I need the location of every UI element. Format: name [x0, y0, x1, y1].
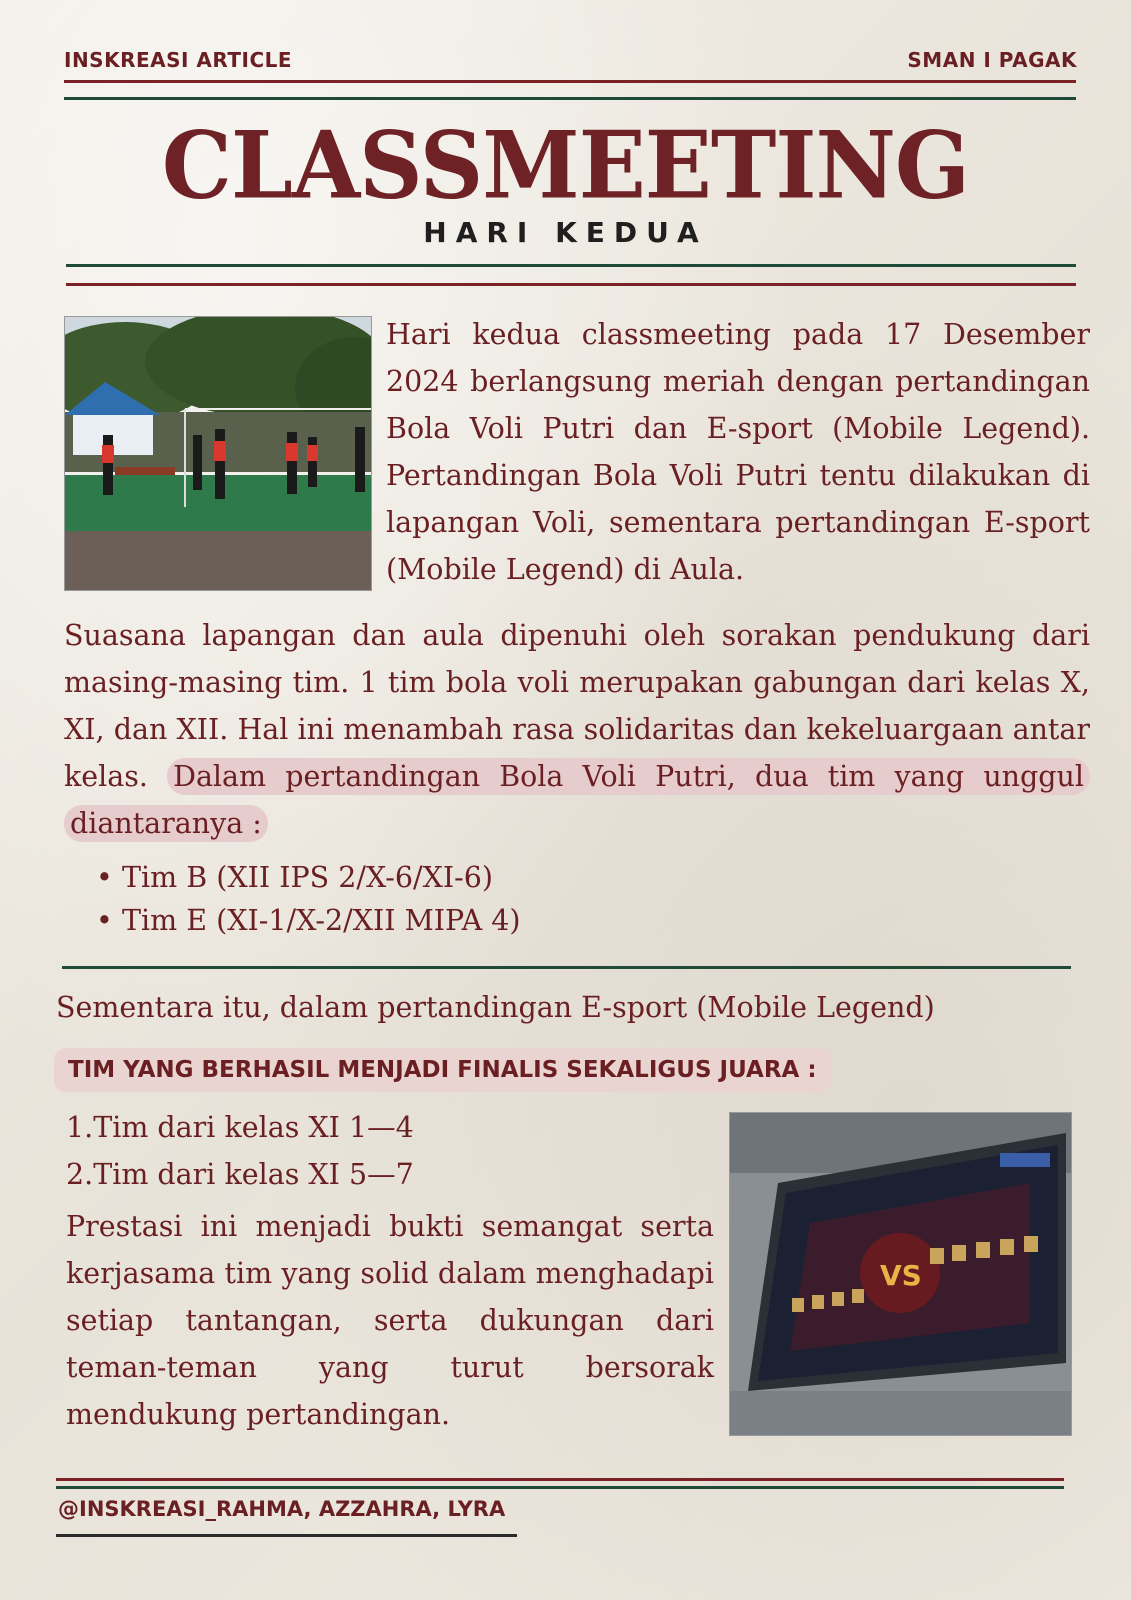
author-credit: @INSKREASI_RAHMA, AZZAHRA, LYRA	[58, 1497, 506, 1521]
esport-projector-photo	[729, 1112, 1072, 1436]
footer-divider-green	[56, 1486, 1064, 1489]
intro-paragraph: Hari kedua classmeeting pada 17 Desember 2024 berlangsung meriah dengan pertandingan Bola Voli Putri dan E-sport (Mobile Legend). Pertandingan Bola Voli Putri tentu dilakukan di lapangan Voli, sementara pertandingan E-sport (Mobile Legend) di Aula.	[386, 318, 1090, 586]
vs-text: VS	[880, 1259, 922, 1292]
header-right-label: SMAN I PAGAK	[907, 48, 1077, 72]
esport-winner-label: TIM YANG BERHASIL MENJADI FINALIS SEKALIGUS JUARA :	[54, 1048, 831, 1092]
section-divider	[62, 966, 1071, 969]
credit-underline	[56, 1534, 517, 1537]
header-left-label: INSKREASI ARTICLE	[64, 48, 293, 72]
page-subtitle: HARI KEDUA	[423, 216, 708, 249]
list-item: • Tim B (XII IPS 2/X-6/XI-6)	[96, 861, 494, 894]
header-divider-red	[64, 80, 1076, 83]
closing-paragraph: Prestasi ini menjadi bukti semangat serta kerjasama tim yang solid dalam menghadapi setiap tantangan, serta dukungan dari teman-teman yang turut bersorak mendukung pertandingan.	[66, 1210, 714, 1431]
list-item: 2.Tim dari kelas XI 5—7	[66, 1158, 414, 1191]
list-item: • Tim E (XI-1/X-2/XII MIPA 4)	[96, 904, 521, 937]
page-title: CLASSMEETING	[161, 110, 970, 220]
footer-divider-red	[56, 1478, 1064, 1481]
body-paragraph	[64, 612, 1090, 847]
esport-team-list	[66, 1104, 414, 1198]
volleyball-photo	[64, 316, 372, 591]
list-item: 1.Tim dari kelas XI 1—4	[66, 1111, 414, 1144]
volleyball-team-list	[66, 856, 521, 942]
title-divider-green	[66, 264, 1076, 267]
body-paragraph-text: Suasana lapangan dan aula dipenuhi oleh sorakan pendukung dari masing-masing tim. 1 tim bola voli merupakan gabungan dari kelas X, XI, dan XII. Hal ini menambah rasa solidaritas dan kekeluargaan antar kelas.	[64, 619, 1090, 793]
esport-intro: Sementara itu, dalam pertandingan E-sport (Mobile Legend)	[56, 991, 935, 1024]
title-divider-red	[66, 283, 1076, 286]
header-divider-green	[64, 97, 1076, 100]
body-paragraph-highlight: Dalam pertandingan Bola Voli Putri, dua tim yang unggul diantaranya :	[64, 758, 1090, 842]
